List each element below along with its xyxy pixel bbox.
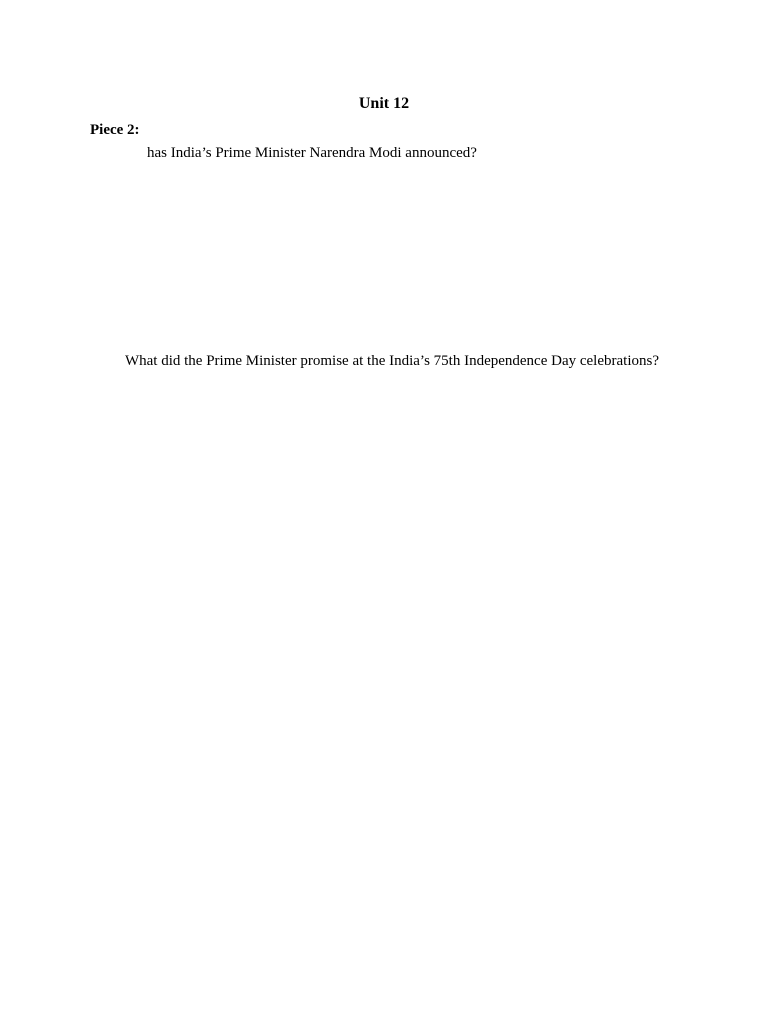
question-text: has India’s Prime Minister Narendra Modi announced? xyxy=(147,145,477,161)
piece-heading: Piece 2: xyxy=(90,122,140,138)
question-text: What did the Prime Minister promise at the India’s 75th Independence Day celebrations? xyxy=(124,353,659,369)
unit-title: Unit 12 xyxy=(358,95,410,112)
